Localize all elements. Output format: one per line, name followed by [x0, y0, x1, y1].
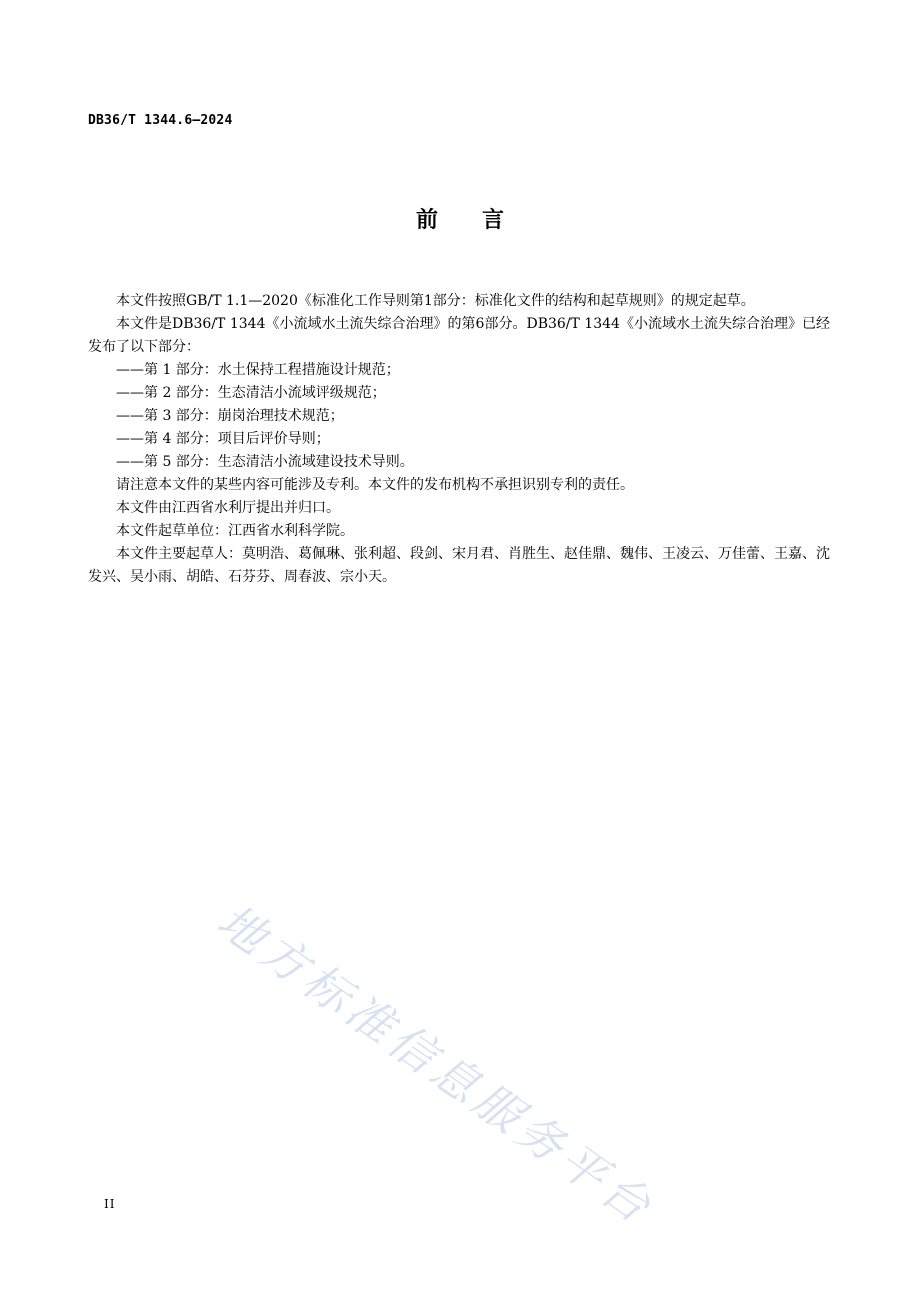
- list-item-part-5: ——第 5 部分：生态清洁小流域建设技术导则。: [116, 454, 414, 470]
- page-title: 前 言: [415, 208, 504, 233]
- paragraph-drafting-unit: 本文件起草单位：江西省水利科学院。: [116, 523, 354, 539]
- list-item-part-4: ——第 4 部分：项目后评价导则；: [116, 431, 330, 447]
- paragraph-series-intro: 本文件是DB36/T 1344《小流域水土流失综合治理》的第6部分。DB36/T 1344《小流域水土流失综合治理》已经发布了以下部分：: [88, 316, 830, 355]
- paragraph-patent-notice: 请注意本文件的某些内容可能涉及专利。本文件的发布机构不承担识别专利的责任。: [116, 477, 634, 493]
- paragraph-drafters: 本文件主要起草人：莫明浩、葛佩琳、张利超、段剑、宋月君、肖胜生、赵佳鼎、魏伟、王凌云、万佳蕾、王嘉、沈发兴、吴小雨、胡皓、石芬芬、周春波、宗小天。: [88, 546, 830, 585]
- document-code: DB36/T 1344.6—2024: [88, 113, 233, 128]
- list-item-part-2: ——第 2 部分：生态清洁小流域评级规范；: [116, 385, 386, 401]
- foreword-body: [88, 290, 830, 589]
- paragraph-drafting-rules: 本文件按照GB/T 1.1—2020《标准化工作导则第1部分：标准化文件的结构和起草规则》的规定起草。: [116, 293, 755, 309]
- page-number: II: [104, 1197, 116, 1211]
- paragraph-proposer: 本文件由江西省水利厅提出并归口。: [116, 500, 340, 516]
- list-item-part-1: ——第 1 部分：水土保持工程措施设计规范；: [116, 362, 400, 378]
- watermark-text: 地方标准信息服务平台: [207, 893, 665, 1236]
- list-item-part-3: ——第 3 部分：崩岗治理技术规范；: [116, 408, 344, 424]
